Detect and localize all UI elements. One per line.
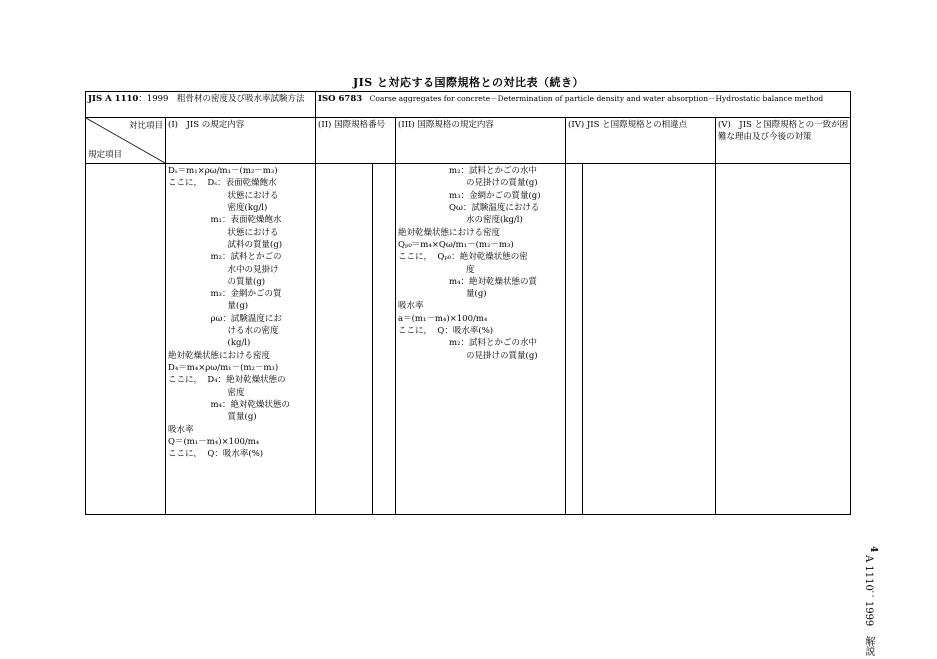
iso-reference-cell bbox=[316, 92, 851, 118]
iso-line: の見掛けの質量(g) bbox=[398, 350, 538, 361]
jis-ref-title: ：1999 粗骨材の密度及び吸水率試験方法 bbox=[138, 94, 305, 104]
jis-line: (kg/l) bbox=[168, 338, 251, 349]
iso-line: 量(g) bbox=[398, 289, 487, 300]
jis-line: ここに， Q：吸水率(%) bbox=[168, 449, 264, 460]
header-col4: (IV) JIS と国際規格との相違点 bbox=[566, 118, 716, 164]
iso-number-cell bbox=[316, 164, 396, 515]
difference-inner-line bbox=[582, 164, 715, 514]
jis-line: ここに， D₄：絶対乾燥状態の bbox=[168, 375, 286, 386]
jis-line: ここに， Dₛ：表面乾燥飽水 bbox=[168, 178, 277, 189]
header-col2: (II) 国際規格番号 bbox=[316, 118, 396, 164]
header-col3: (III) 国際規格の規定内容 bbox=[396, 118, 566, 164]
spec-item-cell bbox=[86, 164, 166, 515]
iso-line: a＝(m₁－m₄)×100/m₄ bbox=[398, 313, 488, 324]
jis-line: 水中の見掛け bbox=[168, 264, 279, 275]
jis-line: の質量(g) bbox=[168, 276, 266, 287]
iso-line: 吸水率 bbox=[398, 301, 424, 312]
iso-ref-title: Coarse aggregates for concrete－Determination of particle density and water absorption－Hydrostatic balance method bbox=[362, 94, 824, 103]
header-col1: (I) JIS の規定内容 bbox=[166, 118, 316, 164]
header-spec-item: 規定項目 bbox=[88, 149, 123, 160]
header-compare-item: 対比項目 bbox=[128, 121, 163, 131]
diagonal-header-cell bbox=[86, 118, 166, 164]
jis-line: 密度(kg/l) bbox=[168, 202, 268, 213]
jis-line: 質量(g) bbox=[168, 412, 257, 423]
iso-line: の見掛けの質量(g) bbox=[398, 178, 538, 189]
iso-line: m₂：試料とかごの水中 bbox=[398, 166, 537, 176]
jis-line: D₄＝m₄×ρω/m₁－(m₂－m₃) bbox=[168, 363, 279, 373]
jis-line: 試料の質量(g) bbox=[168, 239, 283, 250]
iso-line: m₄：絶対乾燥状態の質 bbox=[398, 276, 537, 287]
iso-line: ここに， Qₚ₀：絶対乾燥状態の密 bbox=[398, 252, 528, 263]
iso-line: m₃：金網かごの質量(g) bbox=[398, 190, 541, 201]
jis-ref-code: JIS A 1110 bbox=[88, 94, 139, 104]
jis-line: m₂：試料とかごの bbox=[168, 252, 282, 263]
iso-line: m₂：試料とかごの水中 bbox=[398, 338, 537, 349]
reason-cell bbox=[716, 164, 851, 515]
jis-content-lines bbox=[168, 165, 313, 461]
jis-line: m₁：表面乾燥飽水 bbox=[168, 215, 282, 226]
jis-line: 状態における bbox=[168, 190, 279, 201]
jis-line: Q＝(m₁－m₄)×100/m₄ bbox=[168, 436, 260, 447]
jis-line: ける水の密度 bbox=[168, 326, 279, 337]
iso-line: 水の密度(kg/l) bbox=[398, 215, 523, 226]
page-title: JIS と対応する国際規格との対比表（続き） bbox=[352, 76, 585, 89]
page-number: 4 bbox=[868, 546, 878, 553]
difference-cell bbox=[566, 164, 716, 515]
jis-line: 絶対乾燥状態における密度 bbox=[168, 350, 271, 361]
iso-line: Qω：試験温度における bbox=[398, 202, 540, 213]
iso-line: 絶対乾燥状態における密度 bbox=[398, 227, 501, 238]
jis-line: 密度 bbox=[168, 387, 245, 398]
jis-line: 状態における bbox=[168, 227, 279, 238]
comparison-table bbox=[85, 91, 851, 515]
header-col5: (V) JIS と国際規格との一致が困難な理由及び今後の対策 bbox=[716, 118, 851, 164]
jis-reference-cell bbox=[86, 92, 316, 118]
jis-line: 量(g) bbox=[168, 301, 249, 312]
jis-line: m₄：絶対乾燥状態の bbox=[168, 399, 290, 410]
iso-content-lines bbox=[398, 165, 563, 362]
iso-line: Qₚ₀＝m₄×Qω/m₁－(m₂－m₃) bbox=[398, 239, 514, 250]
jis-content-cell bbox=[166, 164, 316, 515]
iso-content-cell bbox=[396, 164, 566, 515]
jis-line: m₃：金網かごの質 bbox=[168, 289, 282, 300]
iso-ref-code: ISO 6783 bbox=[318, 94, 363, 104]
jis-line: ρω：試験温度にお bbox=[168, 313, 282, 324]
jis-line: Dₛ＝m₁×ρω/m₁－(m₂－m₃) bbox=[168, 166, 278, 176]
jis-line: 吸水率 bbox=[168, 424, 194, 435]
side-label: A 1110：1999 解説 bbox=[863, 555, 874, 657]
iso-line: ここに， Q：吸水率(%) bbox=[398, 326, 494, 337]
iso-number-inner-line bbox=[372, 164, 395, 514]
iso-line: 度 bbox=[398, 264, 475, 275]
